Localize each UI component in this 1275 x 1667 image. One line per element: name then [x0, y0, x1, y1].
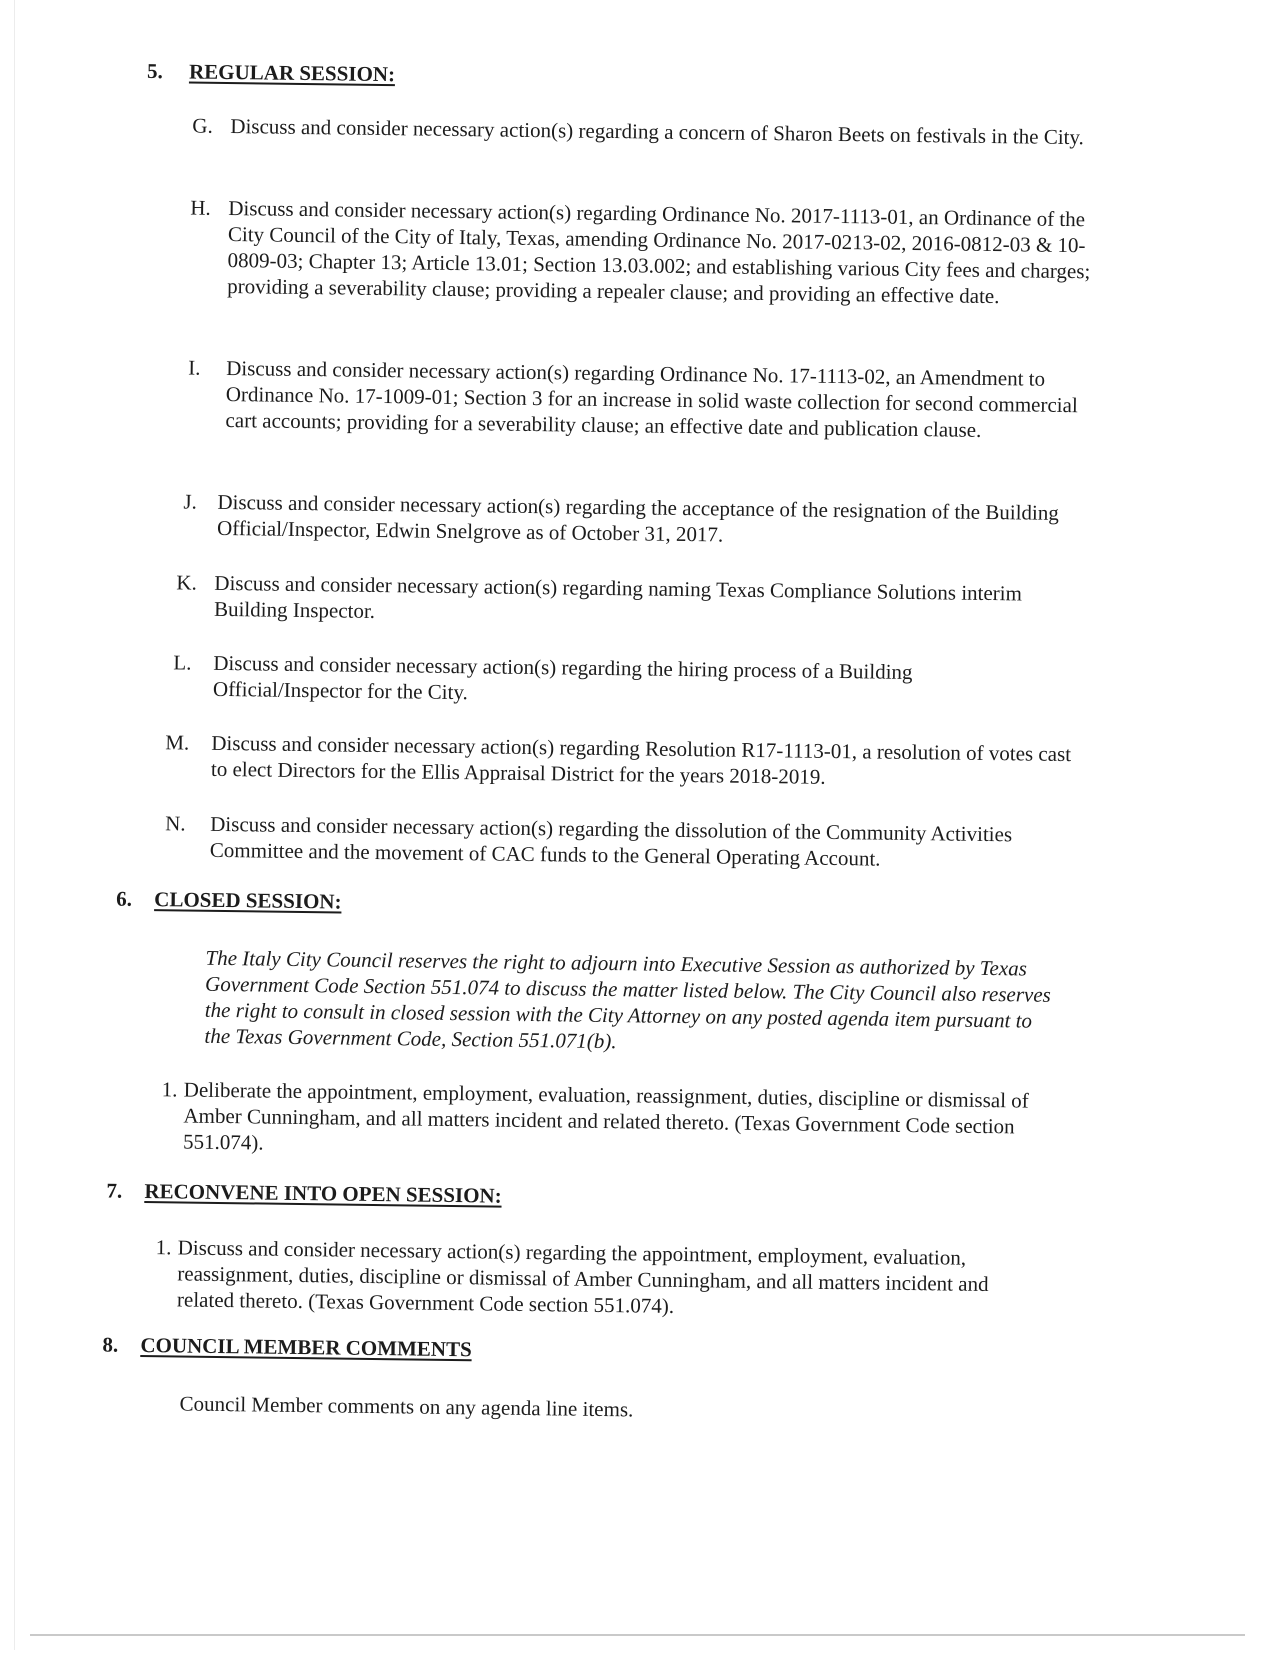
item-text: Discuss and consider necessary action(s) regarding Resolution R17-1113-01, a resolution of votes cast to elect Directors for the Ellis Appraisal District for the years 2018-2019.	[210, 730, 1072, 789]
item-letter: H.	[190, 195, 211, 220]
section-6-number: 6.	[116, 886, 133, 911]
section-6-heading	[116, 886, 342, 914]
council-comments-text: Council Member comments on any agenda line items.	[179, 1391, 634, 1422]
section-7-title: RECONVENE INTO OPEN SESSION:	[144, 1178, 502, 1208]
agenda-item-m	[165, 729, 1072, 789]
item-letter: K.	[176, 570, 197, 595]
item-text: Discuss and consider necessary action(s) regarding the dissolution of the Community Activities Committee and the movement of CAC funds to the General Operating Account.	[209, 811, 1013, 871]
item-letter: M.	[165, 730, 190, 755]
item-letter: I.	[188, 355, 201, 380]
item-letter: G.	[192, 113, 213, 138]
closed-session-intro: The Italy City Council reserves the right to adjourn into Executive Session as authorized by Texas Government Code Section 551.074 to discuss the matter listed below. The City Council also reserves the right to consult in closed session with the City Attorney on any posted agenda item pursuant to the Texas Government Code, Section 551.071(b).	[204, 945, 1051, 1054]
item-text: Discuss and consider necessary action(s) regarding the acceptance of the resignation of the Building Official/Inspector, Edwin Snelgrove as of October 31, 2017.	[216, 489, 1060, 547]
agenda-item-g	[192, 113, 1085, 150]
item-text: Discuss and consider necessary action(s) regarding the appointment, employment, evaluation, reassignment, duties, discipline or dismissal of Amber Cunningham, and all matters incident and related thereto. (Texas Government Code section 551.074).	[176, 1235, 989, 1318]
agenda-item-h	[190, 195, 1091, 309]
item-text: Deliberate the appointment, employment, evaluation, reassignment, duties, discipline or dismissal of Amber Cunningham, and all matters incident and related thereto. (Texas Government Code section 551.074).	[182, 1077, 1029, 1155]
item-text: Discuss and consider necessary action(s) regarding naming Texas Compliance Solutions interim Building Inspector.	[213, 570, 1023, 623]
section-8-number: 8.	[102, 1332, 119, 1357]
section-5-heading	[146, 58, 396, 87]
section-7-number: 7.	[106, 1178, 123, 1203]
item-text: Discuss and consider necessary action(s) regarding the hiring process of a Building Official/Inspector for the City.	[212, 650, 913, 705]
item-text: Discuss and consider necessary action(s) regarding Ordinance No. 17-1113-02, an Amendment to Ordinance No. 17-1009-01; Section 3 for an increase in solid waste collection for second commercial cart accounts; providing for a severability clause; an effective date and publication clause.	[225, 355, 1078, 442]
section-5-number: 5.	[146, 58, 163, 84]
agenda-item-n	[165, 810, 1045, 871]
section-6-title: CLOSED SESSION:	[154, 887, 342, 914]
section-7-heading	[106, 1177, 502, 1208]
agenda-item-k	[176, 569, 1057, 623]
open-session-item-1	[155, 1234, 1036, 1318]
item-text: Discuss and consider necessary action(s) regarding a concern of Sharon Beets on festivals in the City.	[230, 114, 1085, 150]
closed-session-item-1	[161, 1076, 1042, 1155]
item-letter: 1.	[161, 1077, 178, 1102]
agenda-item-j	[183, 488, 1064, 547]
scan-bottom-edge	[30, 1634, 1245, 1636]
item-letter: L.	[173, 650, 192, 675]
item-letter: 1.	[155, 1235, 172, 1260]
agenda-item-i	[188, 354, 1078, 442]
section-5-title: REGULAR SESSION:	[188, 59, 396, 87]
item-text: Discuss and consider necessary action(s) regarding Ordinance No. 2017-1113-01, an Ordinance of the City Council of the City of Italy, Texas, amending Ordinance No. 2017-0213-02, 2016-0812-03 & 10-0809-03; Chapter 13; Article 13.01; Section 13.03.002; and establishing various City fees and charges; providing a severability clause; providing a repealer clause; and providing an effective date.	[227, 196, 1091, 309]
item-letter: N.	[165, 811, 186, 836]
section-8-title: COUNCIL MEMBER COMMENTS	[140, 1332, 472, 1362]
item-letter: J.	[183, 489, 198, 514]
section-8-heading	[102, 1331, 472, 1362]
agenda-item-l	[173, 649, 1054, 705]
